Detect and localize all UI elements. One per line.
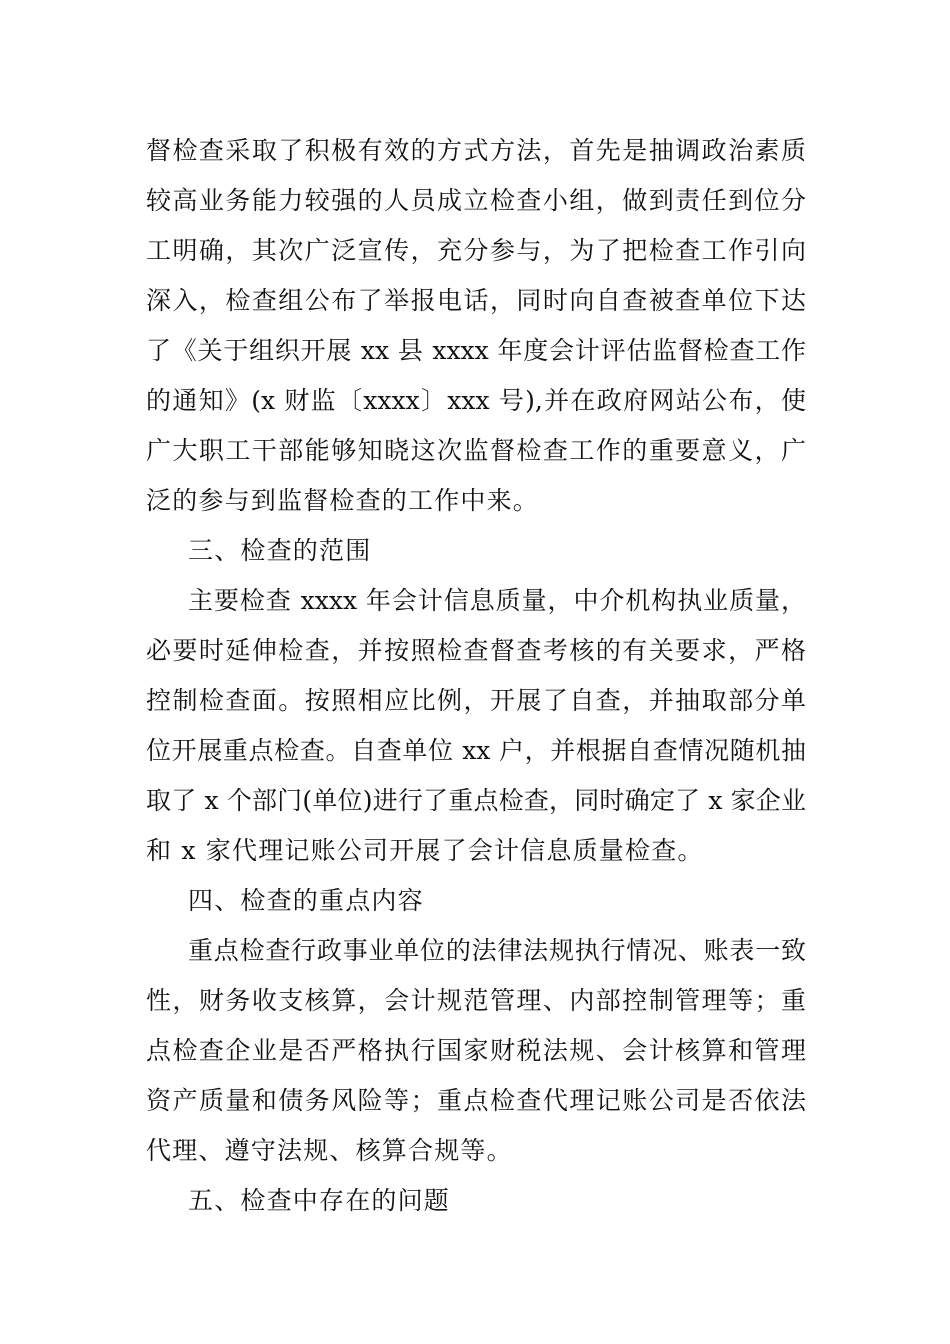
paragraph-line: 代理、遵守法规、核算合规等。 bbox=[146, 1136, 513, 1165]
section-heading-key-content: 四、检查的重点内容 bbox=[188, 886, 424, 915]
paragraph-line: 主要检查 xxxx 年会计信息质量，中介机构执业质量， bbox=[188, 586, 806, 615]
paragraph-line: 和 x 家代理记账公司开展了会计信息质量检查。 bbox=[146, 836, 704, 865]
paragraph-line: 位开展重点检查。自查单位 xx 户，并根据自查情况随机抽 bbox=[146, 736, 806, 765]
paragraph-line: 工明确，其次广泛宣传，充分参与，为了把检查工作引向 bbox=[146, 236, 806, 265]
paragraph-line: 督检查采取了积极有效的方式方法，首先是抽调政治素质 bbox=[146, 136, 806, 165]
section-heading-scope: 三、检查的范围 bbox=[188, 536, 372, 565]
paragraph-line: 必要时延伸检查，并按照检查督查考核的有关要求，严格 bbox=[146, 636, 806, 665]
paragraph-line: 控制检查面。按照相应比例，开展了自查，并抽取部分单 bbox=[146, 686, 806, 715]
paragraph-line: 较高业务能力较强的人员成立检查小组，做到责任到位分 bbox=[146, 186, 806, 215]
paragraph-line: 重点检查行政事业单位的法律法规执行情况、账表一致 bbox=[188, 936, 806, 965]
paragraph-line: 资产质量和债务风险等；重点检查代理记账公司是否依法 bbox=[146, 1086, 806, 1115]
paragraph-line: 广大职工干部能够知晓这次监督检查工作的重要意义，广 bbox=[146, 436, 806, 465]
paragraph-line: 取了 x 个部门(单位)进行了重点检查，同时确定了 x 家企业 bbox=[146, 786, 806, 815]
paragraph-line: 深入，检查组公布了举报电话，同时向自查被查单位下达 bbox=[146, 286, 806, 315]
paragraph-line: 性，财务收支核算，会计规范管理、内部控制管理等；重 bbox=[146, 986, 806, 1015]
paragraph-line: 了《关于组织开展 xx 县 xxxx 年度会计评估监督检查工作 bbox=[146, 336, 806, 365]
paragraph-line: 点检查企业是否严格执行国家财税法规、会计核算和管理 bbox=[146, 1036, 806, 1065]
paragraph-line: 的通知》(x 财监〔xxxx〕xxx 号),并在政府网站公布，使 bbox=[146, 386, 806, 415]
section-heading-problems: 五、检查中存在的问题 bbox=[188, 1186, 451, 1215]
paragraph-line: 泛的参与到监督检查的工作中来。 bbox=[146, 486, 540, 515]
